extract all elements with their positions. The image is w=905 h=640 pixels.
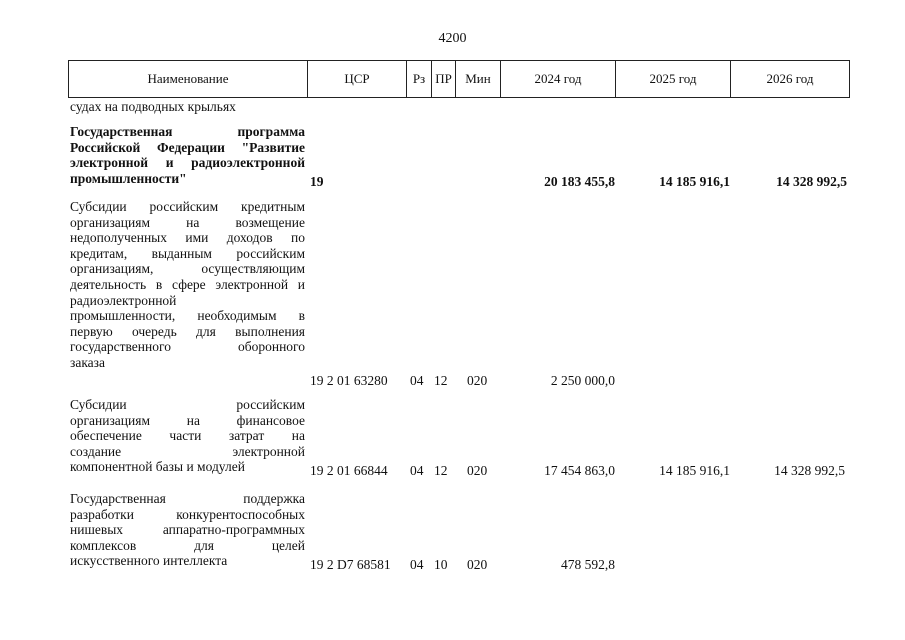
name-line: первую очередь для выполнения [70, 323, 305, 339]
pr-cell: 12 [434, 373, 448, 388]
name-line: организациям, осуществляющим [70, 261, 305, 277]
header-2026: 2026 год [766, 71, 814, 86]
name-line: нишевых аппаратно-программных [70, 522, 305, 538]
name-line: судах на подводных крыльях [70, 99, 236, 114]
csr-cell: 19 2 01 63280 [310, 373, 388, 388]
header-2024: 2024 год [501, 61, 616, 97]
name-line: компонентной базы и модулей [70, 459, 245, 475]
pr-cell: 10 [434, 557, 448, 572]
csr-cell: 19 2 D7 68581 [310, 557, 391, 572]
rz-cell: 04 [410, 463, 424, 478]
rz-cell: 04 [410, 373, 424, 388]
table-header [68, 60, 850, 98]
name-line: кредитам, выданным российским [70, 245, 305, 261]
amount-2024-cell: 17 454 863,0 [544, 463, 615, 478]
amount-2024-cell: 478 592,8 [561, 557, 615, 572]
name-line: Государственная поддержка [70, 491, 305, 506]
min-cell: 020 [467, 463, 488, 478]
amount-2024-cell: 2 250 000,0 [550, 373, 615, 388]
name-line: обеспечение части затрат на [70, 428, 305, 444]
amount-2026-cell: 14 328 992,5 [776, 174, 847, 189]
name-line: разработки конкурентоспособных [70, 506, 305, 522]
name-line: организациям на финансовое [70, 412, 305, 428]
name-line: комплексов для целей [70, 537, 305, 553]
name-line: промышленности, необходимым в [70, 308, 305, 324]
header-csr: ЦСР [308, 61, 407, 97]
amount-2026-cell: 14 328 992,5 [774, 463, 845, 478]
name-line: электронной и радиоэлектронной [70, 155, 305, 171]
table-row-name [70, 199, 305, 371]
name-line: организациям на возмещение [70, 214, 305, 230]
amount-2024-cell: 20 183 455,8 [544, 174, 615, 189]
csr-cell: 19 2 01 66844 [310, 463, 388, 478]
csr-cell: 19 [310, 174, 324, 189]
name-line: Субсидии российским [70, 397, 305, 412]
name-line: промышленности" [70, 170, 187, 186]
name-line: недополученных ими доходов по [70, 230, 305, 246]
amount-2025-cell: 14 185 916,1 [659, 463, 730, 478]
name-line: создание электронной [70, 443, 305, 459]
amount-2025-cell: 14 185 916,1 [659, 174, 730, 189]
header-name: Наименование [69, 61, 308, 97]
page-number: 4200 [438, 31, 467, 46]
name-line: деятельность в сфере электронной и [70, 276, 305, 292]
name-line: заказа [70, 354, 105, 370]
header-rz: Рз [407, 61, 432, 97]
header-pr: ПР [432, 61, 456, 97]
table-row-name [70, 124, 305, 186]
name-line: Субсидии российским кредитным [70, 199, 305, 214]
min-cell: 020 [467, 557, 488, 572]
table-row-name [70, 491, 305, 569]
header-min: Мин [456, 61, 501, 97]
name-line: радиоэлектронной [70, 292, 177, 308]
table-row-name [70, 397, 305, 475]
table-row-name [70, 99, 305, 115]
header-2025: 2025 год [616, 61, 731, 97]
min-cell: 020 [467, 373, 488, 388]
rz-cell: 04 [410, 557, 424, 572]
name-line: государственного оборонного [70, 339, 305, 355]
pr-cell: 12 [434, 463, 448, 478]
name-line: Государственная программа [70, 124, 305, 139]
name-line: Российской Федерации "Развитие [70, 139, 305, 155]
name-line: искусственного интеллекта [70, 553, 228, 569]
